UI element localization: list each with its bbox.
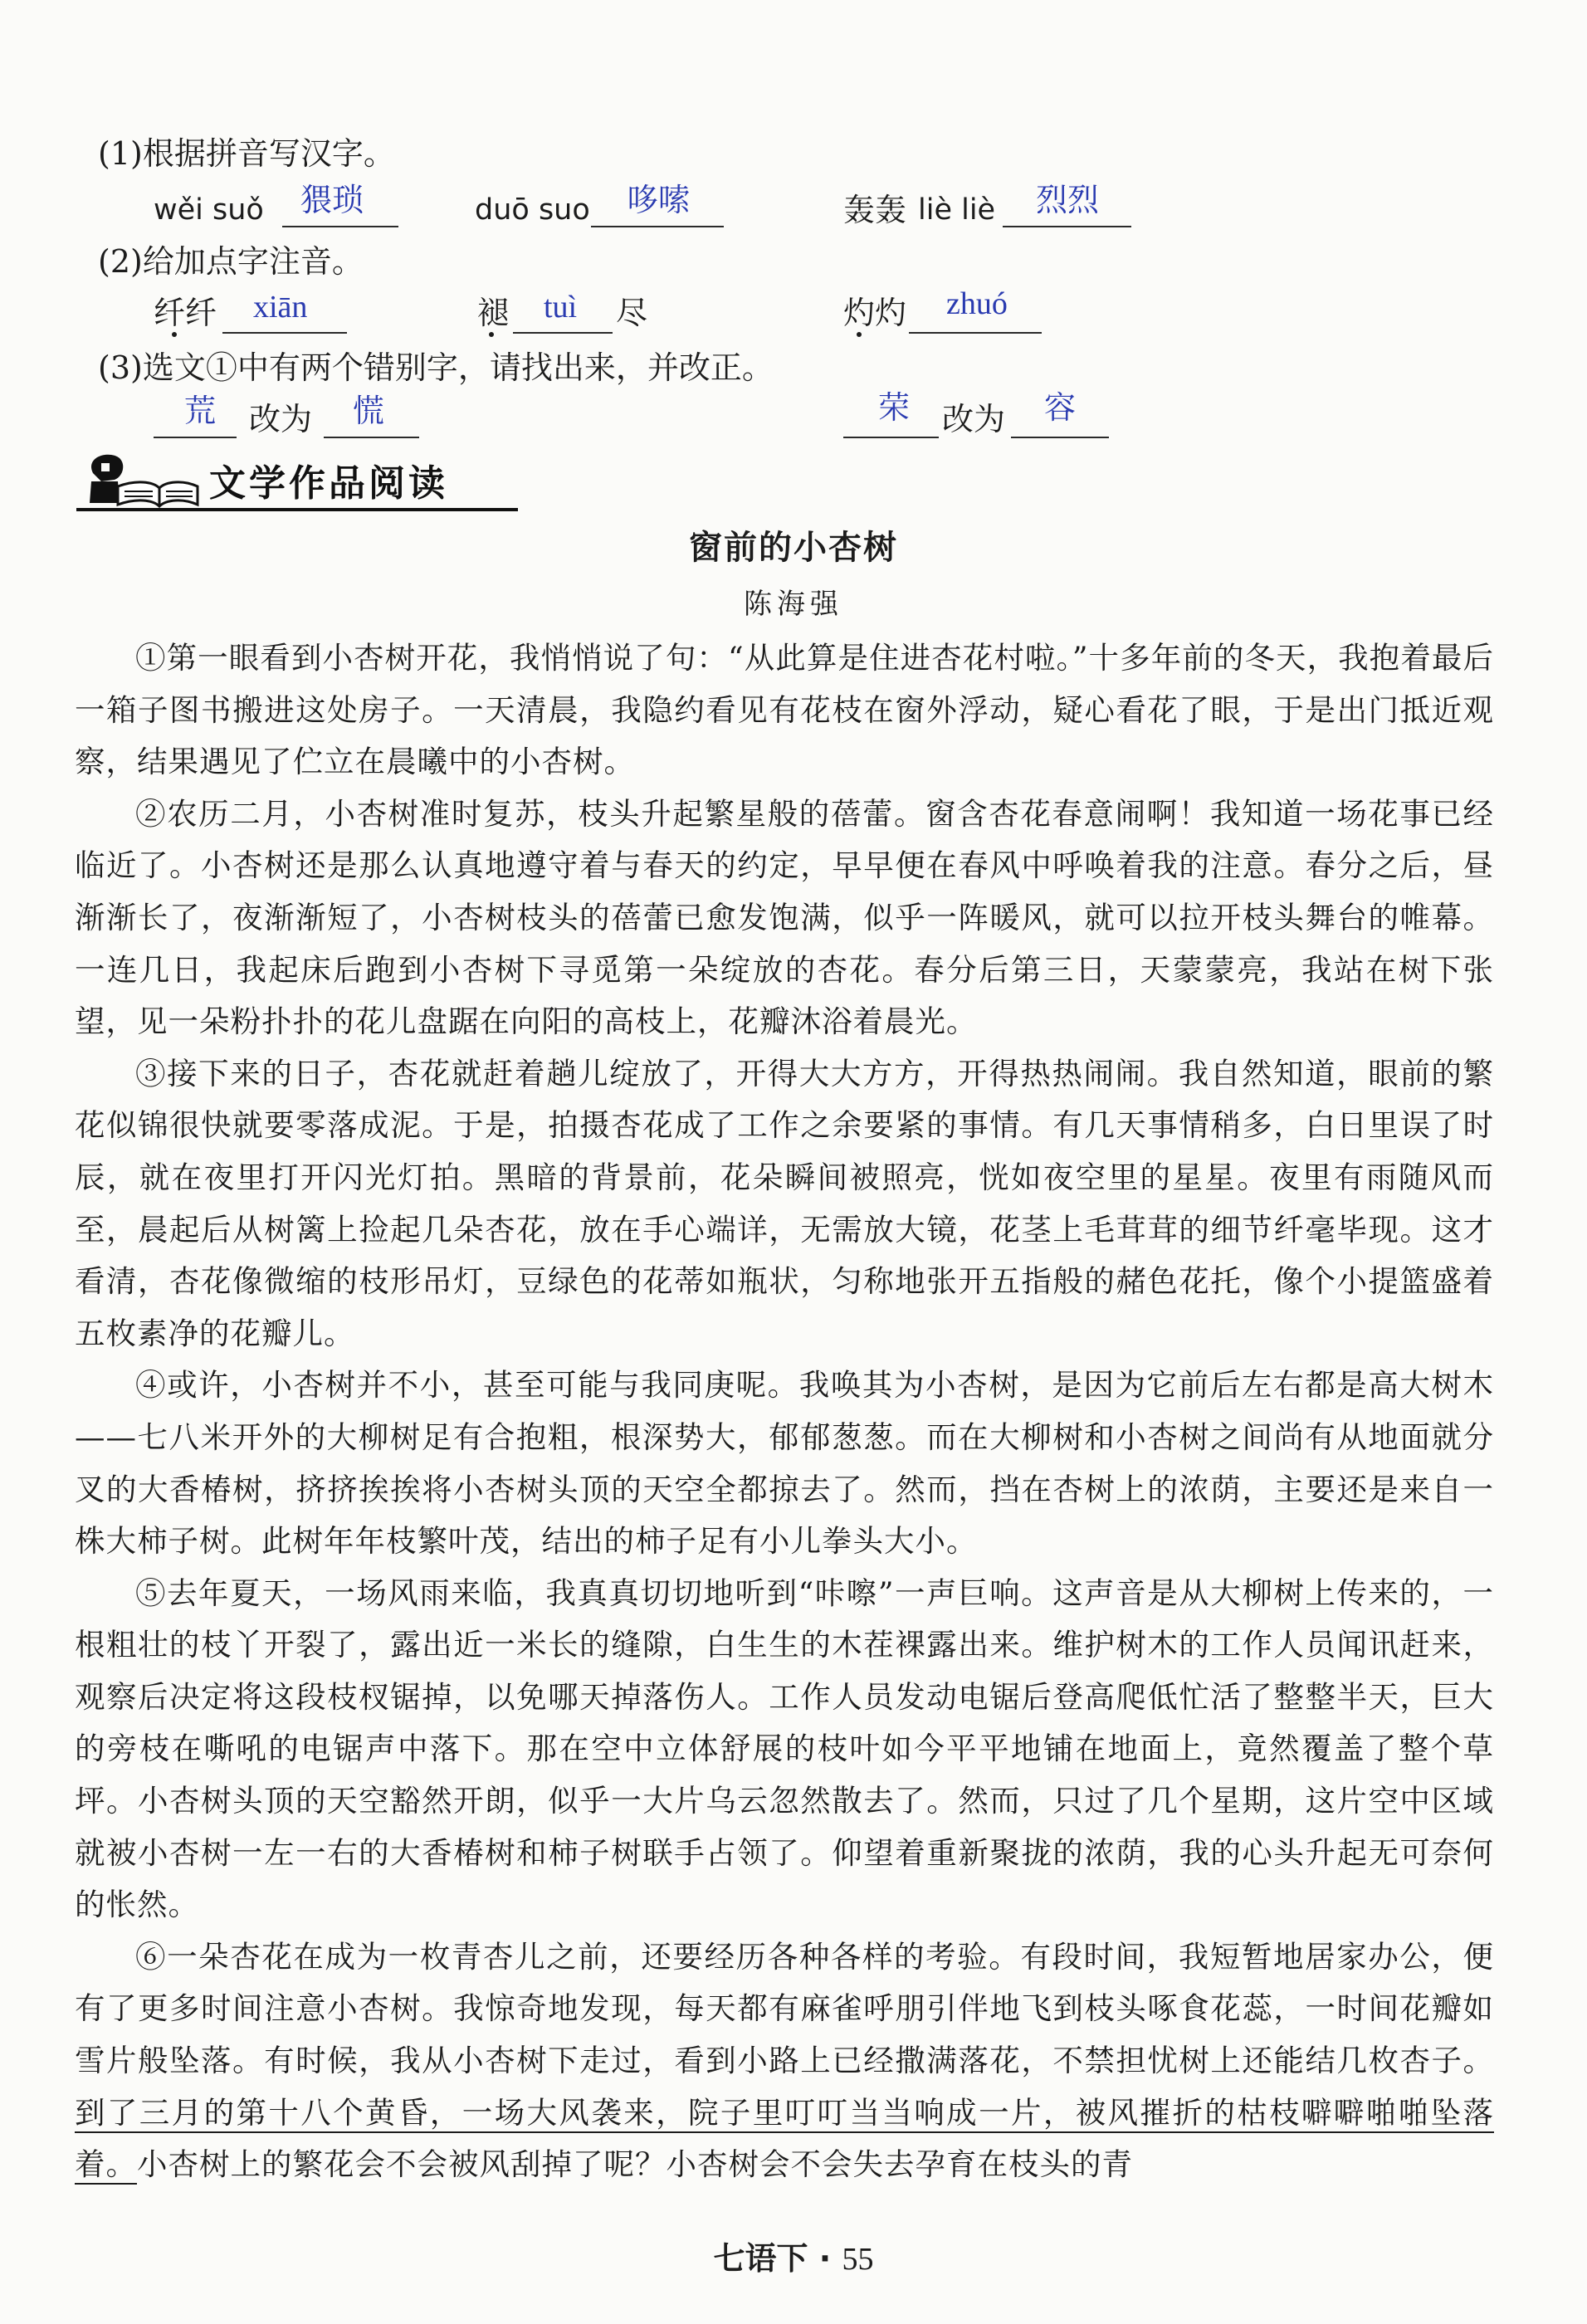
q1-pinyin-2: duō suo bbox=[475, 193, 590, 227]
q2-dot-3 bbox=[855, 329, 863, 330]
paragraph-3: ③接下来的日子，杏花就赶着趟儿绽放了，开得大大方方，开得热热闹闹。我自然知道，眼前的繁花似锦很快就要零落成泥。于是，拍摄杏花成了工作之余要紧的事情。有几天事情稍多，白日里误了时辰，就在夜里打开闪光灯拍。黑暗的背景前，花朵瞬间被照亮，恍如夜空里的星星。夜里有雨随风而至，晨起后从树篱上捡起几朵杏花，放在手心端详，无需放大镜，花茎上毛茸茸的细节纤毫毕现。这才看清，杏花像微缩的枝形吊灯，豆绿色的花蒂如瓶状，匀称地张开五指般的赭色花托，像个小提篮盛着五枚素净的花瓣儿。 bbox=[75, 1055, 1494, 1351]
q3-blank-right-2 bbox=[1011, 437, 1109, 438]
q1-blank-2 bbox=[591, 226, 724, 227]
q3-wrong-2: 荣 bbox=[878, 391, 911, 426]
q3-blank-wrong-2 bbox=[843, 437, 939, 438]
q1-prefix-3: 轰轰 bbox=[843, 192, 907, 228]
q2-word-2-after: 尽 bbox=[616, 295, 648, 331]
section-header bbox=[76, 448, 518, 513]
paragraph-6 bbox=[75, 1931, 1494, 2191]
q1-pinyin-3: liè liè bbox=[918, 193, 996, 227]
article-body bbox=[75, 632, 1494, 2191]
q2-dot-2 bbox=[487, 329, 496, 330]
article-author: 陈海强 bbox=[744, 588, 843, 621]
page-footer bbox=[0, 2233, 1587, 2278]
q3-right-1: 慌 bbox=[353, 394, 385, 429]
q2-word-3: 灼灼 bbox=[843, 295, 907, 331]
q2-word-1 bbox=[154, 292, 217, 334]
paragraph-2: ②农历二月，小杏树准时复苏，枝头升起繁星般的蓓蕾。窗含杏花春意闹啊！我知道一场花事已经临近了。小杏树还是那么认真地遵守着与春天的约定，早早便在春风中呼唤着我的注意。春分之后，昼渐渐长了，夜渐渐短了，小杏树枝头的蓓蕾已愈发饱满，似乎一阵暖风，就可以拉开枝头舞台的帷幕。一连几日，我起床后跑到小杏树下寻觅第一朵绽放的杏花。春分后第三日，天蒙蒙亮，我站在树下张望，见一朵粉扑扑的花儿盘踞在向阳的高枝上，花瓣沐浴着晨光。 bbox=[75, 795, 1494, 1040]
paragraph-6-tail: 小杏树上的繁花会不会被风刮掉了呢？小杏树会不会失去孕育在枝头的青 bbox=[137, 2146, 1133, 2183]
q1-answer-2: 哆嗦 bbox=[627, 183, 691, 218]
q2-blank-3 bbox=[909, 332, 1042, 334]
page-number: 55 bbox=[842, 2242, 874, 2277]
q2-blank-1 bbox=[222, 332, 347, 334]
q2-dot-1 bbox=[170, 329, 178, 330]
q2-word-1-text: 纤纤 bbox=[154, 295, 217, 331]
q1-blank-3 bbox=[1003, 226, 1131, 227]
q2-answer-3: zhuó bbox=[946, 286, 1008, 321]
q3-blank-wrong-1 bbox=[154, 437, 237, 438]
reader-at-desk-icon bbox=[76, 448, 201, 510]
section-title: 文学作品阅读 bbox=[209, 462, 448, 505]
paragraph-6-start: ⑥一朵杏花在成为一枚青杏儿之前，还要经历各种各样的考验。有段时间，我短暂地居家办公，便有了更多时间注意小杏树。我惊奇地发现，每天都有麻雀呼朋引伴地飞到枝头啄食花蕊，一时间花瓣如雪片般坠落。有时候，我从小杏树下走过，看到小路上已经撒满落花，不禁担忧树上还能结几枚杏子。 bbox=[75, 1938, 1494, 2079]
article-title: 窗前的小杏树 bbox=[689, 529, 898, 567]
q2-word-2-before: 褪 bbox=[477, 295, 510, 331]
q3-blank-right-1 bbox=[324, 437, 419, 438]
q2-answer-2: tuì bbox=[544, 290, 578, 325]
q3-right-2: 容 bbox=[1044, 391, 1077, 426]
q3-change-2: 改为 bbox=[942, 401, 1006, 437]
paragraph-4: ④或许，小杏树并不小，甚至可能与我同庚呢。我唤其为小杏树，是因为它前后左右都是高大树木——七八米开外的大柳树足有合抱粗，根深势大，郁郁葱葱。而在大柳树和小杏树之间尚有从地面就分叉的大香椿树，挤挤挨挨将小杏树头顶的天空全都掠去了。然而，挡在杏树上的浓荫，主要还是来自一株大柿子树。此树年年枝繁叶茂，结出的柿子足有小儿拳头大小。 bbox=[75, 1367, 1494, 1560]
question-3-label: (3)选文①中有两个错别字，请找出来，并改正。 bbox=[98, 349, 774, 386]
q3-wrong-1: 荒 bbox=[184, 394, 217, 429]
q1-pinyin-1: wěi suǒ bbox=[154, 193, 264, 227]
q1-blank-1 bbox=[282, 226, 398, 227]
q3-change-1: 改为 bbox=[249, 401, 313, 437]
footer-separator: · bbox=[818, 2240, 832, 2277]
question-2-label: (2)给加点字注音。 bbox=[98, 243, 364, 280]
q1-answer-3: 烈烈 bbox=[1036, 183, 1100, 218]
q2-blank-2 bbox=[513, 332, 613, 334]
paragraph-1: ①第一眼看到小杏树开花，我悄悄说了句：“从此算是住进杏花村啦。”十多年前的冬天，我抱着最后一箱子图书搬进这处房子。一天清晨，我隐约看见有花枝在窗外浮动，疑心看花了眼，于是出门抵近观察，结果遇见了伫立在晨曦中的小杏树。 bbox=[75, 640, 1494, 780]
question-1-label: (1)根据拼音写汉字。 bbox=[98, 135, 395, 172]
section-rule bbox=[76, 508, 518, 511]
paragraph-5: ⑤去年夏天，一场风雨来临，我真真切切地听到“咔嚓”一声巨响。这声音是从大柳树上传来的，一根粗壮的枝丫开裂了，露出近一米长的缝隙，白生生的木茬裸露出来。维护树木的工作人员闻讯赶来，观察后决定将这段枝杈锯掉，以免哪天掉落伤人。工作人员发动电锯后登高爬低忙活了整整半天，巨大的旁枝在嘶吼的电锯声中落下。那在空中立体舒展的枝叶如今平平地铺在地面上，竟然覆盖了整个草坪。小杏树头顶的天空豁然开朗，似乎一大片乌云忽然散去了。然而，只过了几个星期，这片空中区域就被小杏树一左一右的大香椿树和柿子树联手占领了。仰望着重新聚拢的浓荫，我的心头升起无可奈何的怅然。 bbox=[75, 1575, 1494, 1923]
paragraph-6-underlined-sentence: 到了三月的第十八个黄昏，一场大风袭来，院子里叮叮当当响成一片，被风摧折的枯枝噼噼啪啪坠落着。 bbox=[75, 2094, 1494, 2183]
footer-label: 七语下 bbox=[713, 2240, 808, 2277]
q2-answer-1: xiān bbox=[253, 290, 308, 325]
q1-answer-1: 猥琐 bbox=[300, 183, 364, 218]
